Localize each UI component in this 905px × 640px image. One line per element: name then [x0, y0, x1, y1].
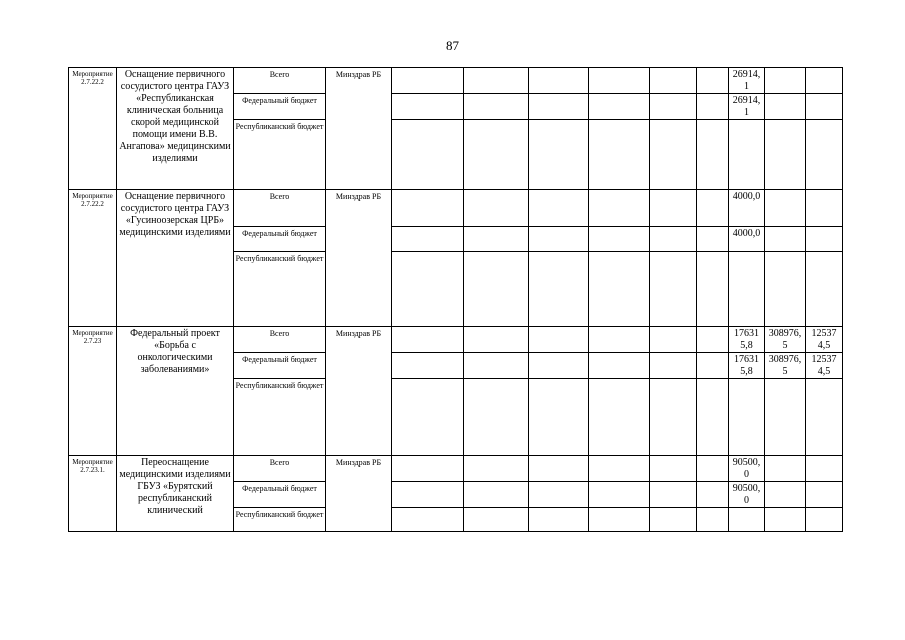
empty-cell	[589, 456, 650, 482]
empty-cell	[464, 120, 529, 190]
empty-cell	[650, 482, 697, 508]
empty-cell	[697, 353, 729, 379]
empty-cell	[589, 379, 650, 456]
value-2024	[729, 120, 765, 190]
event-name: Федеральный проект «Борьба с онкологическими заболеваниями»	[117, 327, 234, 456]
empty-cell	[464, 379, 529, 456]
empty-cell	[650, 94, 697, 120]
empty-cell	[650, 68, 697, 94]
empty-cell	[392, 252, 464, 327]
empty-cell	[464, 68, 529, 94]
empty-cell	[464, 456, 529, 482]
value-2024: 26914,1	[729, 68, 765, 94]
value-2025	[765, 482, 806, 508]
value-2026	[806, 94, 843, 120]
table-row	[69, 190, 843, 227]
empty-cell	[697, 227, 729, 252]
value-2025	[765, 120, 806, 190]
empty-cell	[529, 120, 589, 190]
value-2025	[765, 252, 806, 327]
funding-source: Федеральный бюджет	[234, 353, 326, 379]
value-2026	[806, 120, 843, 190]
empty-cell	[650, 190, 697, 227]
empty-cell	[589, 353, 650, 379]
empty-cell	[650, 327, 697, 353]
empty-cell	[697, 456, 729, 482]
funding-source: Республиканский бюджет	[234, 379, 326, 456]
event-name: Оснащение первичного сосудистого центра ГАУЗ «Гусиноозерская ЦРБ» медицинскими изделиями	[117, 190, 234, 327]
value-2024: 90500,0	[729, 456, 765, 482]
value-2025	[765, 456, 806, 482]
funding-source: Всего	[234, 327, 326, 353]
empty-cell	[697, 190, 729, 227]
value-2026	[806, 508, 843, 532]
value-2026	[806, 252, 843, 327]
empty-cell	[697, 94, 729, 120]
value-2026: 125374,5	[806, 353, 843, 379]
empty-cell	[650, 227, 697, 252]
value-2025	[765, 94, 806, 120]
value-2026	[806, 482, 843, 508]
empty-cell	[392, 227, 464, 252]
value-2025: 308976,5	[765, 353, 806, 379]
empty-cell	[464, 482, 529, 508]
empty-cell	[650, 353, 697, 379]
empty-cell	[464, 94, 529, 120]
value-2026	[806, 456, 843, 482]
empty-cell	[392, 379, 464, 456]
empty-cell	[464, 252, 529, 327]
empty-cell	[464, 353, 529, 379]
budget-table	[68, 67, 843, 532]
empty-cell	[697, 508, 729, 532]
empty-cell	[589, 68, 650, 94]
value-2025	[765, 508, 806, 532]
empty-cell	[529, 508, 589, 532]
value-2026	[806, 190, 843, 227]
value-2024: 26914,1	[729, 94, 765, 120]
funding-source: Федеральный бюджет	[234, 227, 326, 252]
empty-cell	[589, 482, 650, 508]
value-2024: 176315,8	[729, 327, 765, 353]
empty-cell	[529, 456, 589, 482]
empty-cell	[392, 482, 464, 508]
page-number: 87	[446, 38, 459, 53]
funding-source: Республиканский бюджет	[234, 252, 326, 327]
value-2024: 4000,0	[729, 227, 765, 252]
value-2024	[729, 252, 765, 327]
empty-cell	[529, 252, 589, 327]
value-2024	[729, 508, 765, 532]
empty-cell	[392, 353, 464, 379]
empty-cell	[464, 327, 529, 353]
value-2024	[729, 379, 765, 456]
value-2024: 4000,0	[729, 190, 765, 227]
empty-cell	[529, 379, 589, 456]
empty-cell	[464, 227, 529, 252]
event-code: Мероприятие 2.7.23.1.	[69, 456, 117, 532]
empty-cell	[589, 252, 650, 327]
executor: Минздрав РБ	[326, 327, 392, 456]
empty-cell	[650, 379, 697, 456]
empty-cell	[392, 94, 464, 120]
empty-cell	[589, 190, 650, 227]
empty-cell	[697, 252, 729, 327]
value-2025: 308976,5	[765, 327, 806, 353]
empty-cell	[464, 508, 529, 532]
funding-source: Республиканский бюджет	[234, 120, 326, 190]
empty-cell	[697, 327, 729, 353]
empty-cell	[589, 120, 650, 190]
value-2026	[806, 379, 843, 456]
funding-source: Всего	[234, 456, 326, 482]
empty-cell	[529, 94, 589, 120]
funding-source: Всего	[234, 190, 326, 227]
table-row	[69, 456, 843, 482]
empty-cell	[529, 327, 589, 353]
empty-cell	[392, 508, 464, 532]
executor: Минздрав РБ	[326, 190, 392, 327]
empty-cell	[589, 94, 650, 120]
empty-cell	[697, 68, 729, 94]
empty-cell	[589, 227, 650, 252]
event-code: Мероприятие 2.7.22.2	[69, 190, 117, 327]
empty-cell	[529, 227, 589, 252]
value-2025	[765, 227, 806, 252]
empty-cell	[650, 120, 697, 190]
event-name: Оснащение первичного сосудистого центра ГАУЗ «Республиканская клиническая больница скорой медицинской помощи имени В.В. Ангапова» медицинскими изделиями	[117, 68, 234, 190]
empty-cell	[650, 252, 697, 327]
empty-cell	[529, 190, 589, 227]
value-2025	[765, 379, 806, 456]
event-name: Переоснащение медицинскими изделиями ГБУЗ «Бурятский республиканский клинический	[117, 456, 234, 532]
event-code: Мероприятие 2.7.23	[69, 327, 117, 456]
executor: Минздрав РБ	[326, 456, 392, 532]
empty-cell	[529, 68, 589, 94]
empty-cell	[650, 456, 697, 482]
empty-cell	[697, 379, 729, 456]
empty-cell	[529, 482, 589, 508]
value-2025	[765, 68, 806, 94]
funding-source: Республиканский бюджет	[234, 508, 326, 532]
funding-source: Всего	[234, 68, 326, 94]
executor: Минздрав РБ	[326, 68, 392, 190]
value-2025	[765, 190, 806, 227]
table-row	[69, 327, 843, 353]
empty-cell	[650, 508, 697, 532]
empty-cell	[697, 120, 729, 190]
value-2024: 176315,8	[729, 353, 765, 379]
value-2026	[806, 227, 843, 252]
value-2024: 90500,0	[729, 482, 765, 508]
empty-cell	[392, 68, 464, 94]
empty-cell	[697, 482, 729, 508]
funding-source: Федеральный бюджет	[234, 94, 326, 120]
empty-cell	[589, 508, 650, 532]
table-row	[69, 68, 843, 94]
empty-cell	[392, 327, 464, 353]
value-2026: 125374,5	[806, 327, 843, 353]
empty-cell	[392, 456, 464, 482]
empty-cell	[529, 353, 589, 379]
empty-cell	[392, 120, 464, 190]
value-2026	[806, 68, 843, 94]
funding-source: Федеральный бюджет	[234, 482, 326, 508]
event-code: Мероприятие 2.7.22.2	[69, 68, 117, 190]
empty-cell	[392, 190, 464, 227]
empty-cell	[589, 327, 650, 353]
empty-cell	[464, 190, 529, 227]
